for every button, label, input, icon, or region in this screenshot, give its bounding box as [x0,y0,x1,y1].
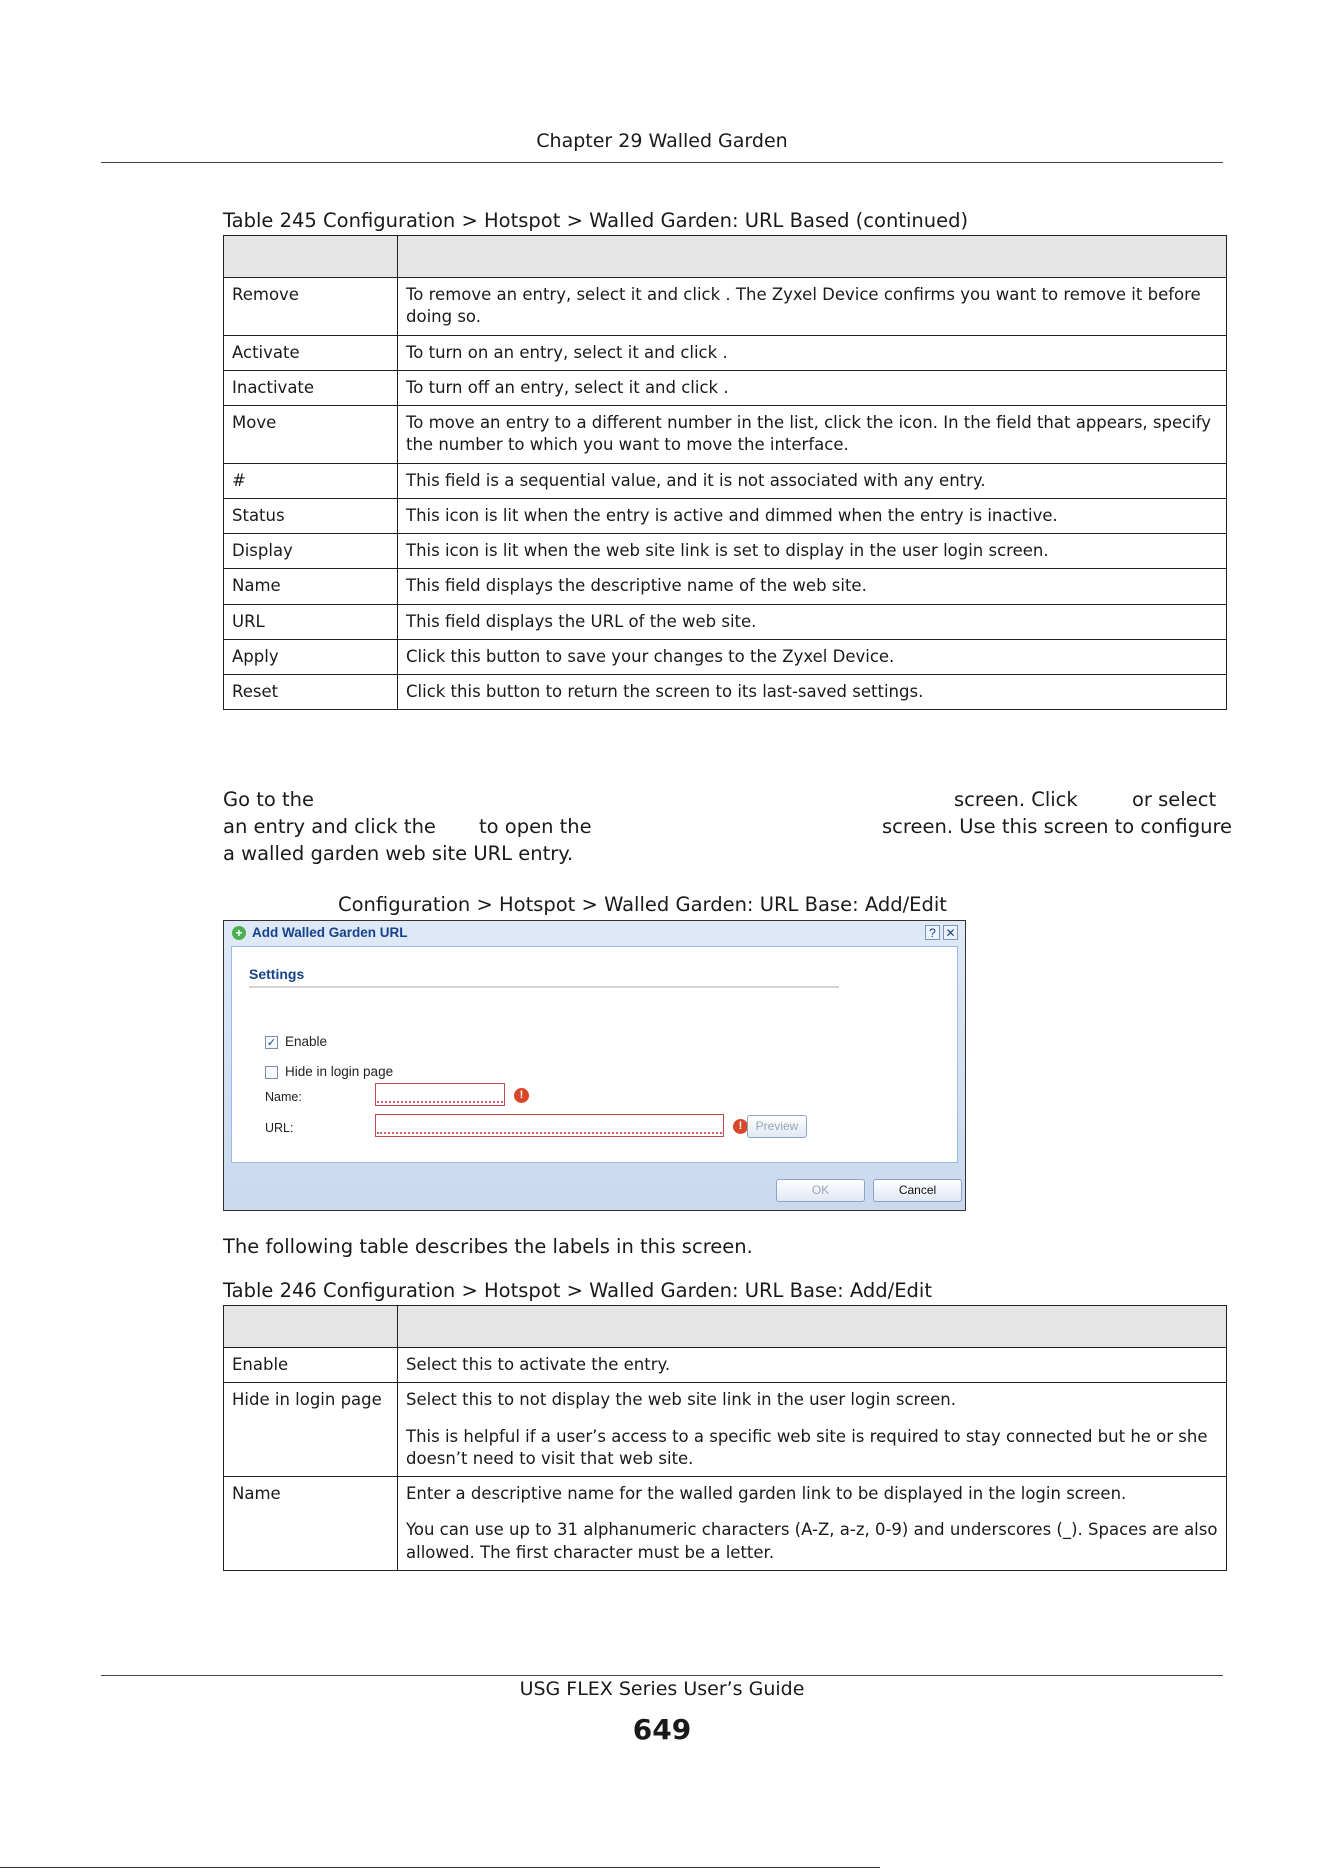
table-245-caption: Table 245 Configuration > Hotspot > Walled Garden: URL Based (continued) [223,209,969,232]
table-row [224,675,1227,710]
dialog-title: Add Walled Garden URL [252,925,408,940]
table-row [224,1348,1227,1383]
table-row [224,463,1227,498]
row-label: Activate [224,335,398,370]
row-description: Select this to activate the entry. [406,1355,671,1374]
row-label: Move [224,406,398,464]
settings-section-title: Settings [249,966,305,982]
header-cell [224,236,398,278]
header-cell [224,1306,398,1348]
row-description: Enter a descriptive name for the walled garden link to be displayed in the login screen. [406,1484,1127,1504]
row-label: Display [224,534,398,569]
table-row [224,406,1227,464]
table-row [224,278,1227,336]
intro-text: screen. Use this screen to configure [882,815,1233,838]
table-row [224,639,1227,674]
enable-label: Enable [285,1034,328,1049]
table-row [224,498,1227,533]
hide-in-login-page-checkbox[interactable] [265,1066,278,1079]
row-label: Hide in login page [224,1383,398,1477]
enable-checkbox[interactable] [265,1036,278,1049]
intro-text: an entry and click the [223,815,436,838]
row-description: To move an entry to a different number in the list, click the icon. In the field that appears, specify the number to which you want to move the interface. [398,406,1227,464]
row-description: Select this to not display the web site link in the user login screen. [406,1390,956,1410]
row-label: Name [224,1477,398,1571]
chapter-header: Chapter 29 Walled Garden [536,130,788,152]
bottom-divider [0,1867,880,1868]
table-246 [223,1305,1227,1571]
preview-button[interactable]: Preview [747,1115,807,1138]
name-label: Name: [265,1090,302,1104]
intro-text: a walled garden web site URL entry. [223,842,574,865]
table-row [224,569,1227,604]
row-label: Inactivate [224,370,398,405]
name-input[interactable] [375,1083,505,1106]
row-description: Click this button to save your changes to the Zyxel Device. [398,639,1227,674]
row-label: URL [224,604,398,639]
row-description: This icon is lit when the web site link is set to display in the user login screen. [398,534,1227,569]
table-row [224,534,1227,569]
error-icon: ! [733,1119,748,1134]
table-246-caption: Table 246 Configuration > Hotspot > Walled Garden: URL Base: Add/Edit [223,1279,932,1302]
table-row [224,1383,1227,1477]
figure-caption: Configuration > Hotspot > Walled Garden: URL Base: Add/Edit [338,893,947,916]
table-header-row [224,236,1227,278]
row-description: This field displays the descriptive name of the web site. [398,569,1227,604]
row-label: Enable [224,1348,398,1383]
table-row [224,370,1227,405]
row-description: This field is a sequential value, and it is not associated with any entry. [398,463,1227,498]
intro-text: to open the [479,815,592,838]
table-row [224,604,1227,639]
row-description: To remove an entry, select it and click . The Zyxel Device confirms you want to remove it before doing so. [398,278,1227,336]
intro-text: or select [1132,788,1217,811]
table-header-row [224,1306,1227,1348]
table-intro-text: The following table describes the labels in this screen. [223,1235,753,1258]
row-label: # [224,463,398,498]
table-row [224,335,1227,370]
row-label: Name [224,569,398,604]
ok-button[interactable]: OK [776,1179,865,1202]
row-description: This icon is lit when the entry is active and dimmed when the entry is inactive. [398,498,1227,533]
row-description: You can use up to 31 alphanumeric characters (A-Z, a-z, 0-9) and underscores (_). Spaces are also allowed. The first character must be a letter. [406,1520,1218,1562]
row-description: To turn off an entry, select it and click . [398,370,1227,405]
table-245 [223,235,1227,710]
header-divider [101,162,1223,163]
footer-divider [101,1675,1223,1676]
intro-text: Go to the [223,788,315,811]
row-label: Status [224,498,398,533]
url-input[interactable] [375,1114,724,1137]
row-label: Remove [224,278,398,336]
intro-text: screen. Click [954,788,1078,811]
add-walled-garden-url-dialog [223,920,966,1211]
close-icon[interactable]: ✕ [943,925,958,940]
error-icon: ! [514,1088,529,1103]
check-icon: ✓ [266,1037,277,1049]
url-label: URL: [265,1121,294,1135]
row-description: This is helpful if a user’s access to a specific web site is required to stay connected but he or she doesn’t need to visit that web site. [406,1426,1208,1468]
row-description: To turn on an entry, select it and click . [398,335,1227,370]
header-cell [398,1306,1227,1348]
add-icon: + [232,926,246,940]
row-label: Apply [224,639,398,674]
header-cell [398,236,1227,278]
table-row [224,1477,1227,1571]
dialog-body [231,946,958,1163]
page-number: 649 [632,1713,692,1746]
row-description: This field displays the URL of the web site. [398,604,1227,639]
settings-divider [249,986,839,988]
row-description: Click this button to return the screen to its last-saved settings. [398,675,1227,710]
guide-title: USG FLEX Series User’s Guide [519,1678,805,1700]
hide-in-login-page-label: Hide in login page [285,1064,394,1079]
row-label: Reset [224,675,398,710]
cancel-button[interactable]: Cancel [873,1179,962,1202]
help-icon[interactable]: ? [925,925,940,940]
